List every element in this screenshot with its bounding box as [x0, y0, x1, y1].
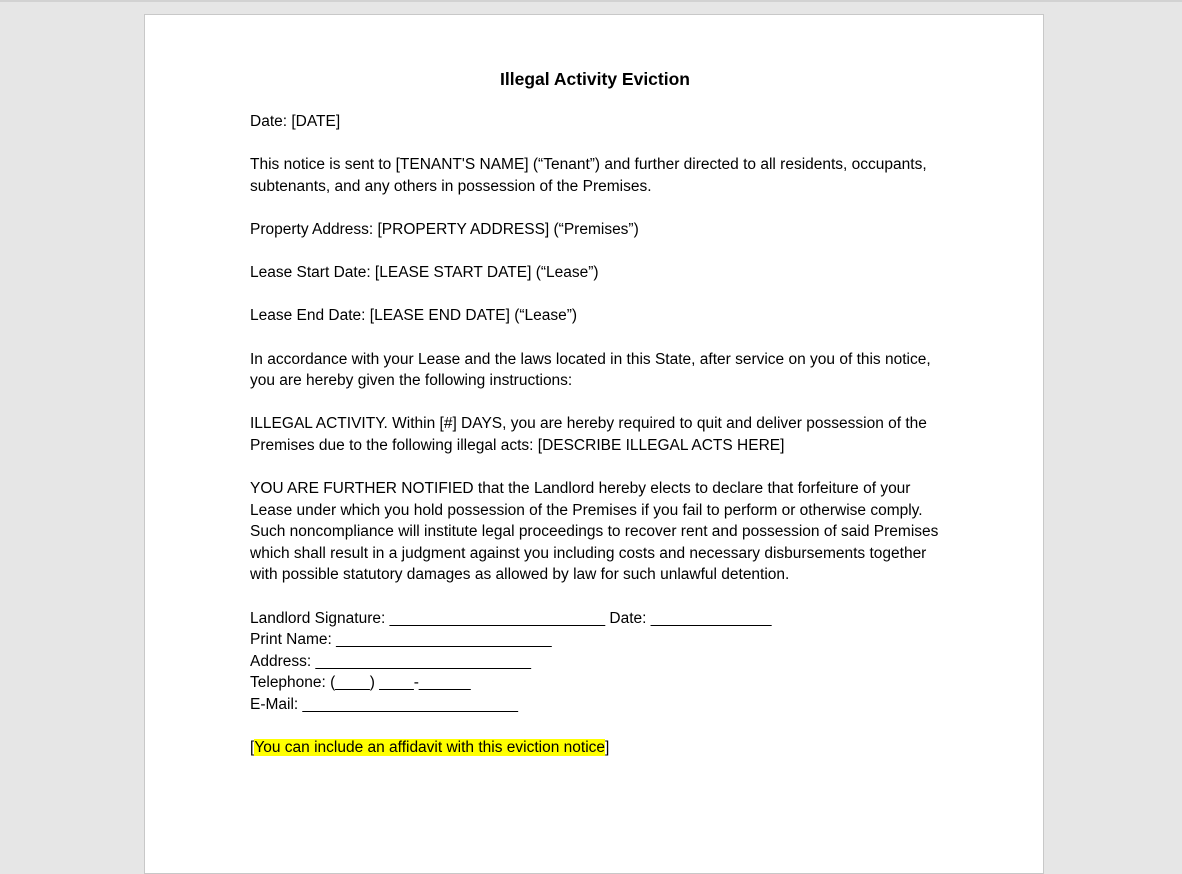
document-page: [144, 14, 1044, 874]
document-title: Illegal Activity Eviction: [500, 69, 690, 89]
signature-block: [250, 608, 940, 716]
highlighted-note-text: You can include an affidavit with this eviction notice: [254, 739, 606, 757]
note-close-bracket: ]: [605, 739, 610, 757]
notice-paragraph: This notice is sent to [TENANT'S NAME] (“Tenant”) and further directed to all residents, occupants, subtenants, and any others in possession of the Premises.: [250, 156, 931, 195]
lease-end-line: Lease End Date: [LEASE END DATE] (“Lease”): [250, 307, 578, 325]
affidavit-note: [250, 737, 940, 759]
telephone-line: Telephone: (____) ____-______: [250, 674, 471, 692]
instructions-paragraph: In accordance with your Lease and the laws located in this State, after service on you of this notice, you are hereby given the following instructions:: [250, 350, 935, 390]
lease-start-line: Lease Start Date: [LEASE START DATE] (“Lease”): [250, 264, 599, 282]
illegal-activity-paragraph: ILLEGAL ACTIVITY. Within [#] DAYS, you are hereby required to quit and deliver possession of the Premises due to the following illegal acts: [DESCRIBE ILLEGAL ACTS HERE]: [250, 415, 932, 454]
document-body: [250, 67, 943, 780]
print-name-line: Print Name: _________________________: [250, 631, 552, 649]
email-line: E-Mail: _________________________: [250, 696, 519, 714]
note-open-bracket: [: [250, 739, 255, 757]
further-notified-paragraph: YOU ARE FURTHER NOTIFIED that the Landlord hereby elects to declare that forfeiture of your Lease under which you hold possession of the Premises if you fail to perform or otherwise comply. Such noncompliance will institute legal proceedings to recover rent and possession of said Premises which shall result in a judgment against you including costs and necessary disbursements together with possible statutory damages as allowed by law for such unlawful detention.: [250, 480, 943, 584]
property-address-line: Property Address: [PROPERTY ADDRESS] (“Premises”): [250, 220, 639, 238]
window-top-strip: [0, 0, 1182, 2]
address-line: Address: _________________________: [250, 652, 531, 670]
date-line: Date: [DATE]: [250, 113, 341, 130]
landlord-signature-line: Landlord Signature: _________________________ Date: ______________: [250, 609, 772, 627]
